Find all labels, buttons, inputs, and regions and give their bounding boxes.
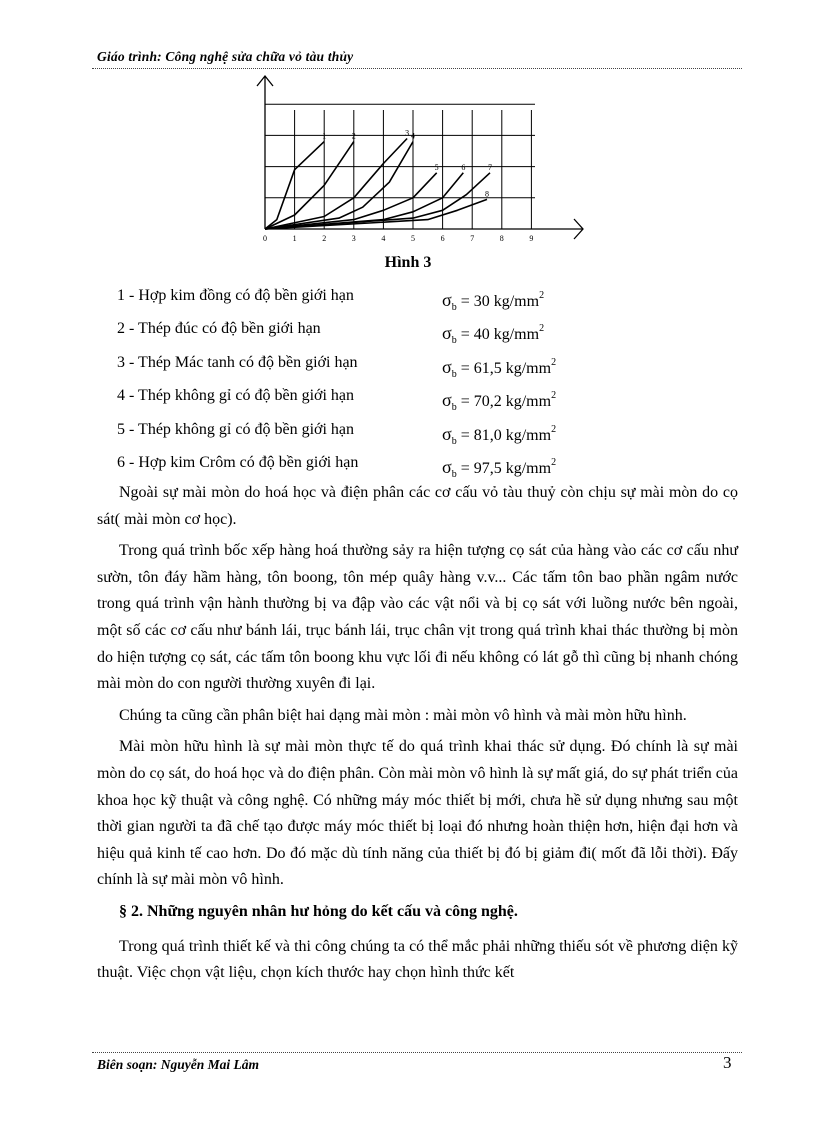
x-tick-label: 2 xyxy=(322,234,327,243)
chart-series xyxy=(265,129,492,229)
series-label-4: 4 xyxy=(411,131,415,141)
figure-chart xyxy=(248,72,588,250)
series-label-7: 7 xyxy=(487,162,492,172)
legend-label: 4 - Thép không gỉ có độ bền giới hạn xyxy=(117,387,355,405)
legend-item xyxy=(117,317,677,350)
footer-author: Biên soạn: Nguyễn Mai Lâm xyxy=(97,1057,260,1072)
body-text xyxy=(97,480,738,992)
legend-label: 2 - Thép đúc có độ bền giới hạn xyxy=(117,320,321,338)
x-tick-label: 5 xyxy=(411,234,415,243)
legend-list xyxy=(117,284,677,484)
series-label-8: 8 xyxy=(485,189,489,199)
legend-value: $\sigma_b = 81,0$ $kg/mm^2$ xyxy=(442,423,557,447)
paragraph: Trong quá trình bốc xếp hàng hoá thường sảy ra hiện tượng cọ sát của hàng vào các cơ cấu như sườn, tôn đáy hầm hàng, tôn boong, tôn mép quây hàng v.v... Các tấm tôn bao phần ngâm nước trong quá trình vận hành thường bị va đập vào các vật nổi và bị cọ sát với luồng nước bên ngoài, một số các cơ cấu như bánh lái, trục bánh lái, trục chân vịt trong quá trình khai thác thường bị mòn do hiện tượng cọ sát, các tấm tôn boong khu vực lối đi nếu không có lát gỗ thì cũng bị nhanh chóng mài mòn do con người thường xuyên đi lại. xyxy=(97,542,738,693)
x-tick-label: 0 xyxy=(263,234,267,243)
legend-item xyxy=(117,284,677,317)
x-tick-label: 9 xyxy=(529,234,534,243)
series-label-2: 2 xyxy=(351,131,356,141)
paragraph: Ngoài sự mài mòn do hoá học và điện phân các cơ cấu vỏ tàu thuỷ còn chịu sự mài mòn do cọ sát( mài mòn cơ học). xyxy=(97,484,738,528)
chart-ticks xyxy=(263,234,533,243)
series-label-6: 6 xyxy=(461,162,466,172)
header-title: Giáo trình: Công nghệ sửa chữa vỏ tàu thủy xyxy=(97,49,354,64)
legend-item xyxy=(117,384,677,417)
footer-rule xyxy=(92,1052,742,1053)
page-number: 3 xyxy=(723,1053,732,1072)
x-tick-label: 3 xyxy=(351,234,356,243)
chart-axes xyxy=(257,76,583,239)
legend-label: 6 - Hợp kim Crôm có độ bền giới hạn xyxy=(117,453,359,471)
paragraph: Trong quá trình thiết kế và thi công chúng ta có thể mắc phải những thiếu sót về phương diện kỹ thuật. Việc chọn vật liệu, chọn kích thước hay chọn hình thức kết xyxy=(97,937,738,982)
paragraph: Chúng ta cũng cần phân biệt hai dạng mài mòn : mài mòn vô hình và mài mòn hữu hình. xyxy=(119,706,687,724)
x-tick-label: 1 xyxy=(292,234,297,243)
legend-label: 5 - Thép không gỉ có độ bền giới hạn xyxy=(117,420,355,438)
section-heading: § 2. Những nguyên nhân hư hỏng do kết cấu và công nghệ. xyxy=(119,902,518,920)
header-rule xyxy=(92,68,742,69)
legend-value: $\sigma_b = 40$ $kg/mm^2$ xyxy=(442,323,545,347)
series-label-1: 1 xyxy=(322,131,327,141)
x-tick-label: 7 xyxy=(470,234,475,243)
series-label-3: 3 xyxy=(405,128,410,138)
legend-value: $\sigma_b = 97,5$ $kg/mm^2$ xyxy=(442,456,557,480)
series-line-3 xyxy=(265,139,407,230)
x-tick-label: 8 xyxy=(499,234,504,243)
paragraph: Mài mòn hữu hình là sự mài mòn thực tế do quá trình khai thác sử dụng. Đó chính là sự mài mòn do cọ sát, do hoá học và do điện phân. Còn mài mòn vô hình là sự mất giá, do sự phát triển của khoa học kỹ thuật và công nghệ. Có những máy móc thiết bị mới, chưa hề sử dụng nhưng sau một thời gian người ta đã chế tạo được máy móc thiết bị loại đó nhưng hoàn thiện hơn, hiện đại hơn và hiệu quả kinh tế cao hơn. Do đó mặc dù tính năng của thiết bị đó bị giảm đi( mốt đã lỗi thời). Đấy chính là sự mài mòn vô hình. xyxy=(97,738,738,889)
legend-value: $\sigma_b = 30$ $kg/mm^2$ xyxy=(442,290,545,313)
legend-label: 1 - Hợp kim đồng có độ bền giới hạn xyxy=(117,287,354,304)
legend-item xyxy=(117,418,677,451)
x-tick-label: 4 xyxy=(381,234,386,243)
legend-value: $\sigma_b = 61,5$ $kg/mm^2$ xyxy=(442,356,557,380)
series-label-5: 5 xyxy=(434,162,439,172)
chart-grid xyxy=(265,104,535,229)
x-tick-label: 6 xyxy=(440,234,445,243)
legend-label: 3 - Thép Mác tanh có độ bền giới hạn xyxy=(117,353,358,371)
legend-value: $\sigma_b = 70,2$ $kg/mm^2$ xyxy=(442,390,557,414)
legend-item xyxy=(117,351,677,384)
figure-caption: Hình 3 xyxy=(384,254,432,271)
chart-svg xyxy=(248,72,588,250)
